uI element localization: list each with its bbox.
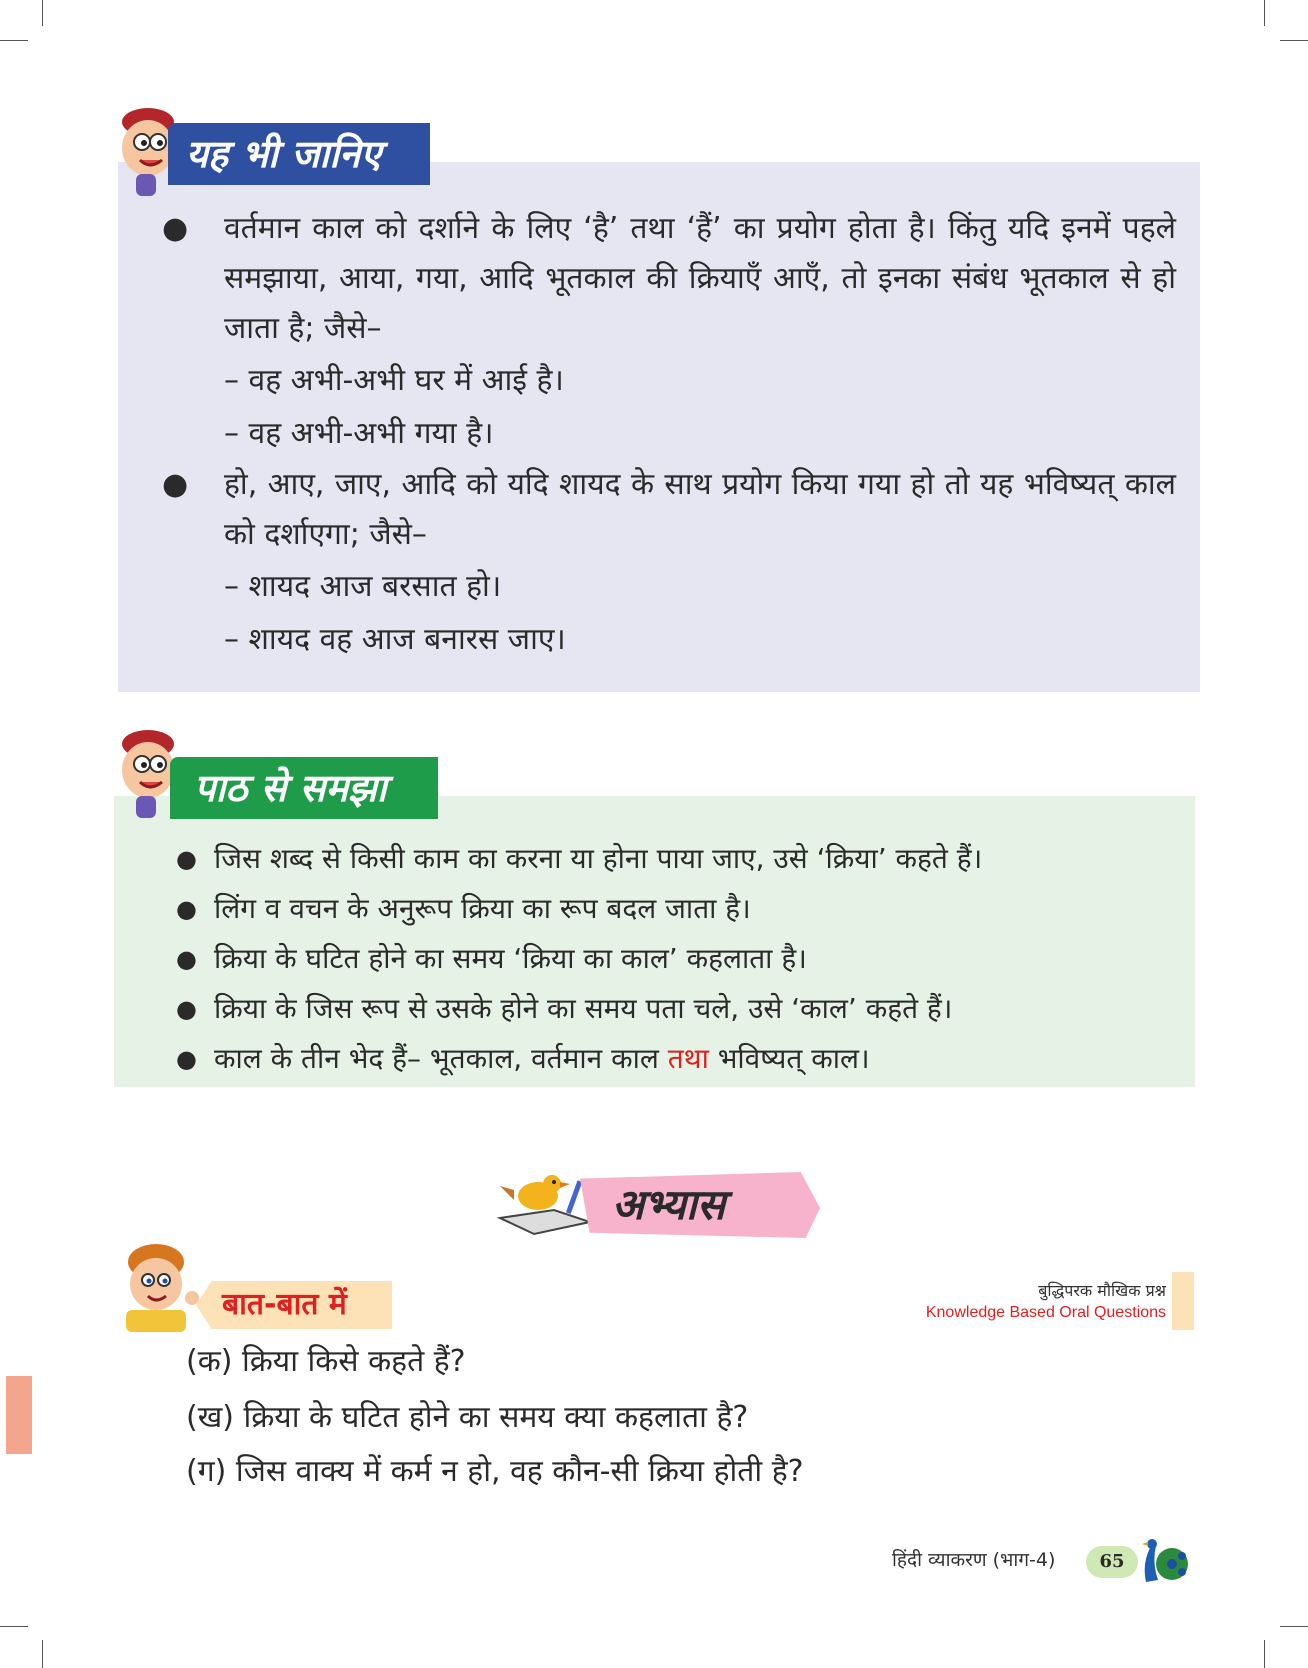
list-item: ● जिस शब्द से किसी काम का करना या होना पाया जाए, उसे ‘क्रिया’ कहते हैं। xyxy=(114,834,1195,884)
bullet-icon: ● xyxy=(176,945,197,973)
example: – शायद आज बरसात हो। xyxy=(224,569,502,604)
example: – वह अभी-अभी घर में आई है। xyxy=(224,363,564,398)
list-item: ● क्रिया के जिस रूप से उसके होने का समय पता चले, उसे ‘काल’ कहते हैं। xyxy=(114,984,1195,1034)
question-ga: (ग) जिस वाक्य में कर्म न हो, वह कौन-सी क्रिया होती है? xyxy=(186,1454,804,1489)
know-this-box xyxy=(118,162,1200,692)
list-item: ● लिंग व वचन के अनुरूप क्रिया का रूप बदल जाता है। xyxy=(114,884,1195,934)
bullet-icon: ● xyxy=(176,995,197,1023)
bullet-icon: ● xyxy=(162,467,189,502)
lesson-summary-header: पाठ से समझा xyxy=(170,757,438,819)
list-item: ● काल के तीन भेद हैं– भूतकाल, वर्तमान काल तथा भविष्यत् काल। xyxy=(114,1034,1195,1084)
bullet-icon: ● xyxy=(176,1045,197,1073)
page-number: 65 xyxy=(1086,1546,1138,1578)
exercise-title: अभ्यास xyxy=(612,1180,726,1229)
crop-mark xyxy=(1280,40,1308,41)
crop-mark xyxy=(1264,1640,1265,1668)
question-kha: (ख) क्रिया के घटित होने का समय क्या कहलाता है? xyxy=(186,1400,749,1435)
crop-mark xyxy=(42,0,43,26)
lesson-summary-box xyxy=(114,796,1195,1087)
bird-writing-icon xyxy=(494,1160,594,1240)
crop-mark xyxy=(0,1626,28,1627)
example: – शायद वह आज बनारस जाए। xyxy=(224,622,566,657)
side-tab xyxy=(6,1376,32,1454)
question-ka: (क) क्रिया किसे कहते हैं? xyxy=(186,1344,466,1379)
bullet-icon: ● xyxy=(162,211,189,246)
example: – वह अभी-अभी गया है। xyxy=(224,416,494,451)
book-title: हिंदी व्याकरण (भाग-4) xyxy=(892,1549,1056,1571)
bullet-icon: ● xyxy=(176,895,197,923)
section-note-bar xyxy=(1172,1272,1194,1330)
bullet-icon: ● xyxy=(176,845,197,873)
crop-mark xyxy=(1264,0,1265,26)
list-item: ● क्रिया के घटित होने का समय ‘क्रिया का काल’ कहलाता है। xyxy=(114,934,1195,984)
boy-waving-icon xyxy=(116,1240,200,1332)
know-this-header: यह भी जानिए xyxy=(168,123,430,185)
crop-mark xyxy=(42,1640,43,1668)
peacock-icon xyxy=(1132,1534,1192,1590)
section-note-english: Knowledge Based Oral Questions xyxy=(925,1304,1166,1321)
crop-mark xyxy=(1280,1626,1308,1627)
crop-mark xyxy=(0,40,28,41)
list-item: ● हो, आए, जाए, आदि को यदि शायद के साथ प्रयोग किया गया हो तो यह भविष्यत् काल को दर्शाएगा; जैसे– xyxy=(118,460,1176,560)
section-note-hindi: बुद्धिपरक मौखिक प्रश्न xyxy=(1038,1281,1166,1300)
section-label: बात-बात में xyxy=(222,1287,347,1322)
list-item: ● वर्तमान काल को दर्शाने के लिए ‘है’ तथा ‘हैं’ का प्रयोग होता है। किंतु यदि इनमें पहले समझाया, आया, गया, आदि भूतकाल की क्रियाएँ आएँ, तो इनका संबंध भूतकाल से हो जाता है; जैसे– xyxy=(118,204,1176,354)
